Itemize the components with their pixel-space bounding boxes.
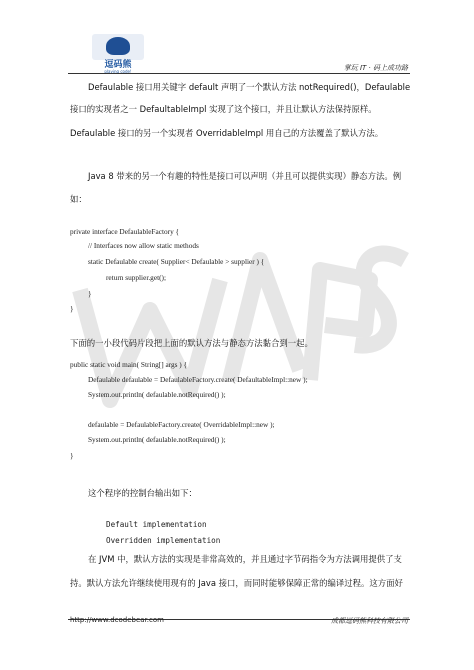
paragraph-line: 这个程序的控制台输出如下： [88,488,197,498]
code-line: System.out.println( defaulable.notRequired() ); [88,390,226,399]
code-line: defaulable = DefaulableFactory.create( OverridableImpl::new ); [88,420,275,429]
bear-icon [106,37,130,55]
footer-url: http://www.dcodebear.com [70,616,164,624]
code-line: } [70,451,74,460]
code-line: } [88,289,92,298]
header-divider [68,73,410,74]
logo-subtext: playing code! [104,69,132,74]
code-line: System.out.println( defaulable.notRequired() ); [88,435,226,444]
code-line: return supplier.get(); [106,273,166,282]
code-line: Defaulable defaulable = DefaulableFactory.create( DefaultableImpl::new ); [88,375,308,384]
paragraph-line: 在 JVM 中，默认方法的实现是非常高效的，并且通过字节码指令为方法调用提供了支 [88,554,402,564]
console-output-line: Overridden implementation [106,536,221,545]
code-line: } [70,304,74,313]
paragraph-line: Defaulable 接口的另一个实现者 OverridableImpl 用自己的方法覆盖了默认方法。 [70,128,384,138]
code-line: // Interfaces now allow static methods [88,241,199,250]
footer-company: 成都逗码熊科技有限公司 [331,617,408,625]
logo-text: 逗码熊 [104,60,132,70]
console-output-line: Default implementation [106,520,207,529]
code-line: static Defaulable create( Supplier< Defaulable > supplier ) { [88,257,265,266]
paragraph-line: 如： [70,194,87,204]
logo [92,34,144,72]
paragraph-line: 持。默认方法允许继续使用现有的 Java 接口，而同时能够保障正常的编译过程。这方面好 [70,578,403,588]
paragraph-line: Defaulable 接口用关键字 default 声明了一个默认方法 notRequired()，Defaulable [88,82,411,92]
code-line: public static void main( String[] args ) { [70,360,188,369]
paragraph-line: 接口的实现者之一 DefaultableImpl 实现了这个接口，并且让默认方法保持原样。 [70,104,377,114]
paragraph-line: 下面的一小段代码片段把上面的默认方法与静态方法黏合到一起。 [70,338,313,348]
paragraph-line: Java 8 带来的另一个有趣的特性是接口可以声明（并且可以提供实现）静态方法。例 [88,171,402,181]
code-line: private interface DefaulableFactory { [70,227,180,236]
header-slogan: 掌玩 IT · 码上成功路 [343,64,408,72]
